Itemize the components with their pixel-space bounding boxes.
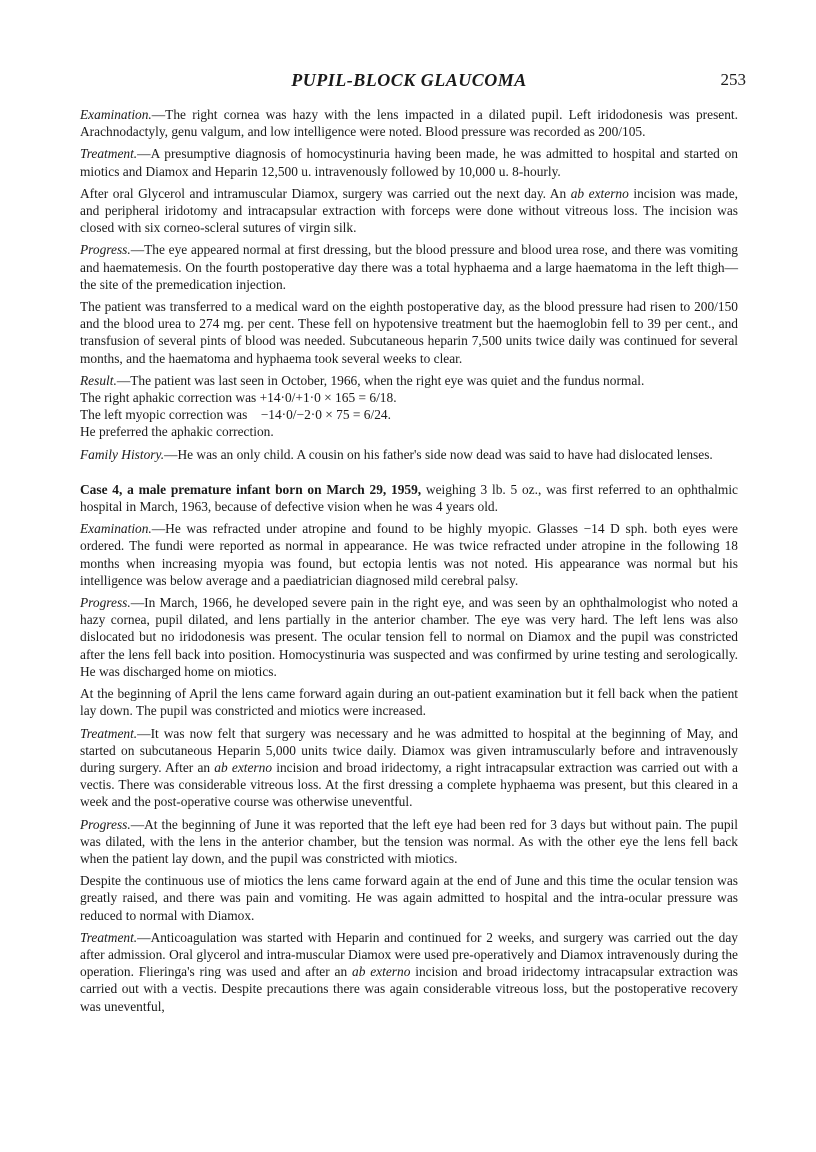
paragraph-progress-2 <box>80 594 738 680</box>
section-label: Result. <box>80 372 117 388</box>
page <box>80 70 746 1015</box>
paragraph-text: weighing 3 lb. 5 oz., was first referred to an ophthalmic hospital in March, 1963, because of defective vision when he was 4 years old. <box>80 481 738 515</box>
section-label: Family History. <box>80 446 165 462</box>
paragraph-text: —He was an only child. A cousin on his father's side now dead was said to have had dislocated lenses. <box>164 446 713 462</box>
paragraph-text: —The right cornea was hazy with the lens impacted in a dilated pupil. Left iridodonesis was present. Arachnodactyly, genu valgum, and low intelligence were noted. Blood pressure was recorded as 200/105. <box>80 107 738 140</box>
paragraph-text: The patient was transferred to a medical ward on the eighth postoperative day, as the blood pressure had risen to 200/150 and the blood urea to 274 mg. per cent. These fell on hypotensive treatment but the haemoglobin fell to 39 per cent., and transfusion of several pints of blood was needed. Subcutaneous heparin 7,500 units twice daily was continued for several months, and the haematoma and hyphaema took several weeks to clear. <box>80 299 738 366</box>
section-gap <box>80 463 738 476</box>
paragraph-treatment-3 <box>80 929 738 1015</box>
section-label: Progress. <box>80 816 131 832</box>
paragraph-progress-3 <box>80 816 738 868</box>
paragraph-text: —He was refracted under atropine and found to be highly myopic. Glasses −14 D sph. both eyes were ordered. The fundi were reported as normal in appearance. He was twice refracted under atropine in the following 18 months when increasing myopia was found, but ectopia lentis was not noted. His appearance was normal but his intelligence was below average and a paediatrician diagnosed mild cerebral palsy. <box>80 521 738 588</box>
section-label: Treatment. <box>80 929 138 945</box>
correction-right: The right aphakic correction was +14·0/+1·0 × 165 = 6/18. <box>80 390 397 406</box>
paragraph-text: incision and broad iridectomy intracapsular extraction was carried out with a vectis. Despite precautions there was again considerable vitreous loss, but the postoperative recovery was uneventful, <box>80 964 738 1014</box>
paragraph-june <box>80 872 738 924</box>
paragraph-text: —The eye appeared normal at first dressing, but the blood pressure and blood urea rose, and there was vomiting and haematemesis. On the fourth postoperative day there was a total hyphaema and a large haematoma in the left thigh—the site of the premedication injection. <box>80 242 738 292</box>
paragraph-examination-2 <box>80 520 738 589</box>
paragraph-family-history <box>80 446 738 463</box>
paragraph-text: —It was now felt that surgery was necessary and he was admitted to hospital at the beginning of May, and started on subcutaneous Heparin 5,000 units twice daily. Diamox was given intramuscularly before and intravenously during surgery. After an <box>80 725 738 775</box>
paragraph-april <box>80 685 738 719</box>
paragraph-transfer <box>80 298 738 367</box>
paragraph-text: At the beginning of April the lens came forward again during an out-patient examination but it fell back when the patient lay down. The pupil was constricted and miotics were increased. <box>80 686 738 719</box>
preference-line: He preferred the aphakic correction. <box>80 424 274 440</box>
section-label: Examination. <box>80 521 152 537</box>
paragraph-progress <box>80 241 738 293</box>
paragraph-text: —A presumptive diagnosis of homocystinuria having been made, he was admitted to hospital and started on miotics and Diamox and Heparin 12,500 u. intravenously followed by 10,000 u. 8-hourly. <box>80 146 738 179</box>
paragraph-text: —Anticoagulation was started with Heparin and continued for 2 weeks, and surgery was carried out the day after admission. Oral glycerol and intra-muscular Diamox were used pre-operatively and Diamox intravenously during the operation. Flieringa's ring was used and after an <box>80 929 738 980</box>
paragraph-case-4 <box>80 481 738 515</box>
paragraph-treatment <box>80 145 738 179</box>
paragraph-text: —At the beginning of June it was reported that the left eye had been red for 3 days but without pain. The pupil was dilated, with the lens in the anterior chamber, but the tension was normal. As with the other eye the lens fell back when the patient lay down, and the pupil was constricted with miotics. <box>80 816 738 866</box>
page-number: 253 <box>720 70 746 89</box>
correction-left: The left myopic correction was −14·0/−2·0 × 75 = 6/24. <box>80 407 391 423</box>
case-heading: Case 4, a male premature infant born on March 29, 1959, <box>80 481 422 497</box>
italic-term: ab externo <box>352 964 411 980</box>
paragraph-surgery <box>80 185 738 237</box>
running-title: PUPIL-BLOCK GLAUCOMA <box>291 70 527 90</box>
page-header <box>80 70 746 96</box>
paragraph-text: Despite the continuous use of miotics the lens came forward again at the end of June and this time the ocular tension was greatly raised, and there was pain and vomiting. He was again admitted to hospital and the intra-ocular pressure was reduced to normal with Diamox. <box>80 873 738 923</box>
paragraph-examination <box>80 106 738 140</box>
paragraph-text: —The patient was last seen in October, 1966, when the right eye was quiet and the fundus normal. <box>116 372 645 388</box>
section-label: Progress. <box>80 595 131 611</box>
italic-term: ab externo <box>570 185 629 201</box>
paragraph-result <box>80 372 738 441</box>
italic-term: ab externo <box>214 759 273 775</box>
paragraph-treatment-2 <box>80 725 738 811</box>
section-label: Progress. <box>80 242 131 258</box>
section-label: Treatment. <box>80 725 138 741</box>
section-label: Examination. <box>80 107 152 122</box>
paragraph-text: —In March, 1966, he developed severe pain in the right eye, and was seen by an ophthalmologist who noted a hazy cornea, pupil dilated, and lens partially in the anterior chamber. The eye was very hard. The left lens was also dislocated but no iridodonesis was present. The ocular tension fell to normal on Diamox and the pupil was constricted after the lens fell back into position. Homocystinuria was suspected and was confirmed by urine testing and serologically. He was discharged home on miotics. <box>80 595 738 679</box>
paragraph-text: incision and broad iridectomy, a right intracapsular extraction was carried out with a vectis. There was considerable vitreous loss. At the first dressing a complete hyphaema was present, but this cleared in a week and the post-operative course was otherwise uneventful. <box>80 759 739 810</box>
paragraph-text: incision was made, and peripheral iridotomy and intracapsular extraction with forceps were done without vitreous loss. The incision was closed with six corneo-scleral sutures of virgin silk. <box>80 185 738 236</box>
paragraph-text: After oral Glycerol and intramuscular Diamox, surgery was carried out the next day. An <box>80 185 567 201</box>
section-label: Treatment. <box>80 146 138 162</box>
